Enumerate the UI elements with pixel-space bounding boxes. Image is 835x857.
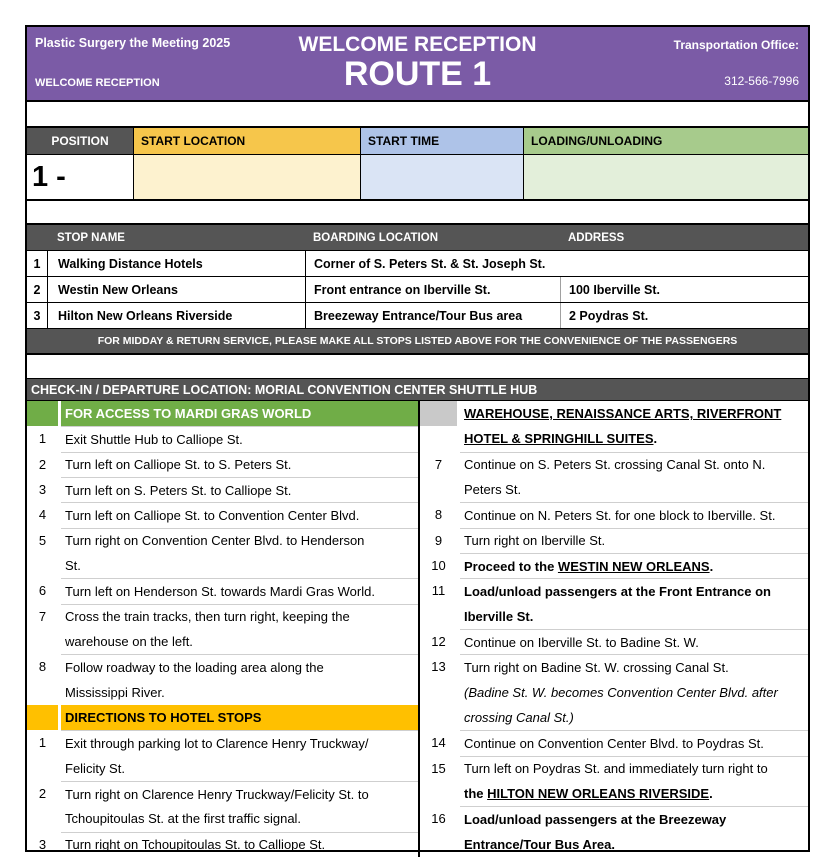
direction-text	[61, 730, 418, 755]
stop-name: Walking Distance Hotels	[47, 251, 305, 276]
direction-text-segment: Turn left on S. Peters St. to Calliope St.	[65, 482, 292, 498]
direction-text	[61, 832, 418, 857]
boarding-location: Corner of S. Peters St. & St. Joseph St.	[305, 251, 560, 276]
direction-text	[61, 553, 418, 578]
section-header-label: FOR ACCESS TO MARDI GRAS WORLD	[61, 401, 418, 426]
checkin-departure-bar: CHECK-IN / DEPARTURE LOCATION: MORIAL CONVENTION CENTER SHUTTLE HUB	[27, 378, 808, 401]
spacer	[27, 201, 808, 223]
direction-row	[420, 477, 808, 502]
address-header-cell: ADDRESS	[568, 231, 625, 244]
direction-text	[61, 604, 418, 629]
banner	[25, 25, 810, 102]
direction-text-segment: Load/unload passengers at the Front Entrance on	[464, 583, 771, 599]
directions-right-column	[420, 401, 808, 857]
direction-row	[420, 806, 808, 831]
directions-left-column	[27, 401, 418, 857]
direction-row	[27, 832, 418, 857]
banner-right	[674, 38, 799, 88]
direction-text	[61, 426, 418, 451]
direction-row	[27, 680, 418, 705]
direction-number-cell: 8	[38, 659, 47, 675]
direction-row	[27, 654, 418, 679]
position-value: 1 -	[27, 155, 133, 199]
direction-row	[27, 502, 418, 527]
direction-text	[460, 832, 808, 857]
direction-text	[460, 629, 808, 654]
banner-center	[298, 33, 536, 93]
direction-text-segment: Continue on S. Peters St. crossing Canal St. onto N.	[464, 457, 766, 473]
direction-row	[420, 730, 808, 755]
direction-text-segment: .	[709, 558, 714, 574]
direction-row	[27, 781, 418, 806]
direction-row	[27, 629, 418, 654]
direction-number-cell: 12	[431, 634, 446, 650]
direction-text	[460, 705, 808, 730]
direction-number-cell	[420, 680, 457, 705]
route-title: ROUTE 1	[343, 55, 492, 94]
position-header-cell: POSITION	[27, 128, 133, 154]
transportation-office-phone: 312-566-7996	[724, 74, 799, 88]
direction-text-segment: Continue on Iberville St. to Badine St. W.	[464, 634, 699, 650]
direction-row	[420, 401, 808, 426]
direction-text	[460, 553, 808, 578]
loading-unloading-value	[523, 155, 808, 199]
direction-number-cell	[27, 680, 58, 705]
direction-text	[61, 528, 418, 553]
banner-left	[35, 36, 230, 89]
direction-row	[420, 781, 808, 806]
stop-number: 3	[33, 308, 41, 323]
direction-row	[420, 756, 808, 781]
direction-row	[27, 578, 418, 603]
direction-number-cell	[27, 705, 58, 730]
direction-text-segment: (Badine St. W. becomes Convention Center Blvd. after	[464, 684, 778, 700]
direction-number-cell	[27, 553, 58, 578]
direction-row	[27, 477, 418, 502]
midday-notice-bar: FOR MIDDAY & RETURN SERVICE, PLEASE MAKE ALL STOPS LISTED ABOVE FOR THE CONVENIENCE OF THE PASSENGERS	[27, 328, 808, 353]
stop-number: 1	[33, 256, 41, 271]
direction-text	[61, 578, 418, 603]
direction-number-cell: 1	[38, 735, 47, 751]
position-table-header	[27, 128, 808, 154]
direction-text-segment: Follow roadway to the loading area along the	[65, 659, 324, 675]
direction-text	[460, 680, 808, 705]
section-header-mardi-gras-world	[27, 401, 418, 426]
direction-text	[61, 756, 418, 781]
direction-text-segment: WESTIN NEW ORLEANS	[557, 558, 710, 574]
direction-text-segment: Iberville St.	[464, 608, 534, 624]
stops-table	[27, 223, 808, 355]
direction-number-cell: 1	[38, 431, 47, 447]
spacer	[27, 355, 808, 378]
direction-number-cell	[420, 401, 457, 426]
direction-number-cell: 2	[38, 456, 47, 472]
direction-text-segment: Turn right on Tchoupitoulas St. to Calliope St.	[65, 837, 326, 853]
direction-number-cell	[27, 756, 58, 781]
direction-text-segment: warehouse on the left.	[65, 634, 193, 650]
direction-text-segment: HOTEL & SPRINGHILL SUITES	[464, 431, 654, 447]
direction-text-segment: Proceed to the	[464, 558, 558, 574]
direction-text	[460, 578, 808, 603]
direction-text-segment: Cross the train tracks, then turn right, keeping the	[65, 609, 350, 625]
direction-text	[460, 528, 808, 553]
direction-text-segment: Felicity St.	[65, 760, 125, 776]
page-frame	[25, 102, 810, 852]
direction-text-segment: Continue on N. Peters St. for one block to Iberville. St.	[464, 507, 776, 523]
direction-number-cell: 11	[431, 583, 446, 599]
boarding-location: Breezeway Entrance/Tour Bus area	[305, 303, 560, 328]
direction-text	[460, 806, 808, 831]
section-header-label: DIRECTIONS TO HOTEL STOPS	[61, 705, 418, 730]
direction-text	[460, 604, 808, 629]
stop-name: Hilton New Orleans Riverside	[47, 303, 305, 328]
direction-text-segment: HILTON NEW ORLEANS RIVERSIDE	[487, 786, 710, 802]
direction-row	[27, 730, 418, 755]
direction-row	[420, 629, 808, 654]
stop-address	[560, 251, 808, 276]
direction-text-segment: Turn right on Iberville St.	[464, 533, 606, 549]
direction-text-segment: Turn right on Convention Center Blvd. to Henderson	[65, 533, 365, 549]
direction-text-segment: Mississippi River.	[65, 684, 165, 700]
direction-text	[61, 477, 418, 502]
direction-text-segment: Turn right on Clarence Henry Truckway/Felicity St. to	[65, 786, 369, 802]
direction-text	[61, 680, 418, 705]
start-location-value	[133, 155, 360, 199]
direction-row	[27, 806, 418, 831]
direction-number-cell	[420, 477, 457, 502]
direction-text-segment: Entrance/Tour Bus Area.	[464, 836, 615, 852]
direction-number-cell: 8	[434, 507, 443, 523]
stop-number: 2	[33, 282, 41, 297]
direction-text	[61, 654, 418, 679]
direction-text-segment: St.	[65, 558, 81, 574]
direction-text	[61, 502, 418, 527]
direction-row	[27, 604, 418, 629]
direction-text-segment: .	[653, 431, 658, 447]
event-name: Plastic Surgery the Meeting 2025	[35, 36, 231, 50]
direction-number-cell: 7	[434, 456, 443, 472]
direction-number-cell: 5	[38, 532, 47, 548]
direction-text	[460, 502, 808, 527]
direction-text-segment: Turn left on Henderson St. towards Mardi Gras World.	[65, 583, 375, 599]
transportation-office-label: Transportation Office:	[673, 38, 799, 52]
direction-row	[420, 578, 808, 603]
direction-number-cell: 14	[431, 735, 446, 751]
direction-text-segment: the	[464, 786, 488, 802]
direction-text-segment: Tchoupitoulas St. at the first traffic signal.	[65, 811, 302, 827]
direction-row	[420, 528, 808, 553]
direction-text	[61, 806, 418, 831]
direction-number-cell: 2	[38, 786, 47, 802]
direction-text	[460, 452, 808, 477]
direction-row	[420, 680, 808, 705]
direction-text-segment: WAREHOUSE, RENAISSANCE ARTS, RIVERFRONT	[464, 406, 782, 422]
service-name: WELCOME RECEPTION	[35, 77, 160, 89]
direction-number-cell: 16	[431, 811, 446, 827]
direction-text-segment: crossing Canal St.)	[464, 710, 574, 726]
stops-table-header	[27, 225, 808, 250]
stop-row	[27, 276, 808, 302]
direction-text-segment: Continue on Convention Center Blvd. to Poydras St.	[464, 735, 764, 751]
direction-row	[420, 832, 808, 857]
direction-number-cell: 3	[38, 482, 47, 498]
stop-row	[27, 302, 808, 328]
direction-text	[460, 781, 808, 806]
direction-text-segment: Peters St.	[464, 482, 522, 498]
start-time-value	[360, 155, 523, 199]
direction-text	[61, 629, 418, 654]
direction-number-cell	[420, 705, 457, 730]
direction-number-cell	[420, 832, 457, 857]
directions-grid	[27, 401, 808, 857]
section-header-hotel-stops	[27, 705, 418, 730]
direction-number-cell	[27, 629, 58, 654]
direction-number-cell: 7	[38, 608, 47, 624]
direction-text	[460, 426, 808, 451]
direction-number-cell: 3	[38, 836, 47, 852]
direction-row	[27, 452, 418, 477]
direction-number-cell	[420, 426, 457, 451]
direction-number-cell: 9	[434, 532, 443, 548]
stop-address: 100 Iberville St.	[560, 277, 808, 302]
direction-row	[420, 654, 808, 679]
direction-number-cell: 10	[431, 558, 446, 574]
direction-text-segment: Turn right on Badine St. W. crossing Canal St.	[464, 659, 729, 675]
direction-text-segment: Turn left on Poydras St. and immediately turn right to	[464, 761, 768, 777]
stop-name: Westin New Orleans	[47, 277, 305, 302]
direction-text-segment: Load/unload passengers at the Breezeway	[464, 811, 727, 827]
direction-text	[460, 477, 808, 502]
direction-number-cell: 6	[38, 583, 47, 599]
direction-text	[460, 730, 808, 755]
direction-number-cell: 13	[431, 659, 446, 675]
stop-number-header-cell	[27, 225, 47, 250]
spacer	[27, 102, 808, 126]
direction-row	[420, 502, 808, 527]
direction-text-segment: Exit Shuttle Hub to Calliope St.	[65, 431, 243, 447]
direction-row	[420, 604, 808, 629]
stop-address: 2 Poydras St.	[560, 303, 808, 328]
start-time-header-cell: START TIME	[360, 128, 523, 154]
direction-row	[420, 426, 808, 451]
direction-text	[61, 452, 418, 477]
position-table-row	[27, 154, 808, 199]
direction-number-cell: 15	[431, 760, 446, 776]
direction-text-segment: Turn left on Calliope St. to S. Peters St.	[65, 457, 292, 473]
stop-row	[27, 250, 808, 276]
direction-text	[460, 756, 808, 781]
boarding-location-header-cell: BOARDING LOCATION	[313, 231, 439, 244]
direction-row	[420, 553, 808, 578]
direction-row	[420, 452, 808, 477]
direction-text-segment: .	[709, 786, 713, 802]
direction-row	[27, 756, 418, 781]
direction-text-segment: Exit through parking lot to Clarence Henry Truckway/	[65, 735, 369, 751]
direction-number-cell	[27, 401, 58, 426]
direction-row	[27, 553, 418, 578]
start-location-header-cell: START LOCATION	[133, 128, 360, 154]
direction-text-segment: Turn left on Calliope St. to Convention Center Blvd.	[65, 507, 360, 523]
direction-number-cell	[420, 604, 457, 629]
route-sheet	[25, 25, 810, 852]
direction-text	[460, 401, 808, 426]
direction-number-cell: 4	[38, 507, 47, 523]
direction-text	[460, 654, 808, 679]
direction-number-cell	[27, 806, 58, 831]
direction-row	[27, 426, 418, 451]
loading-unloading-header-cell: LOADING/UNLOADING	[523, 128, 808, 154]
position-table	[27, 126, 808, 201]
boarding-location: Front entrance on Iberville St.	[305, 277, 560, 302]
direction-row	[27, 528, 418, 553]
direction-row	[420, 705, 808, 730]
banner-title: WELCOME RECEPTION	[298, 33, 537, 56]
direction-text	[61, 781, 418, 806]
direction-number-cell	[420, 781, 457, 806]
stop-name-header-cell: STOP NAME	[57, 231, 125, 244]
